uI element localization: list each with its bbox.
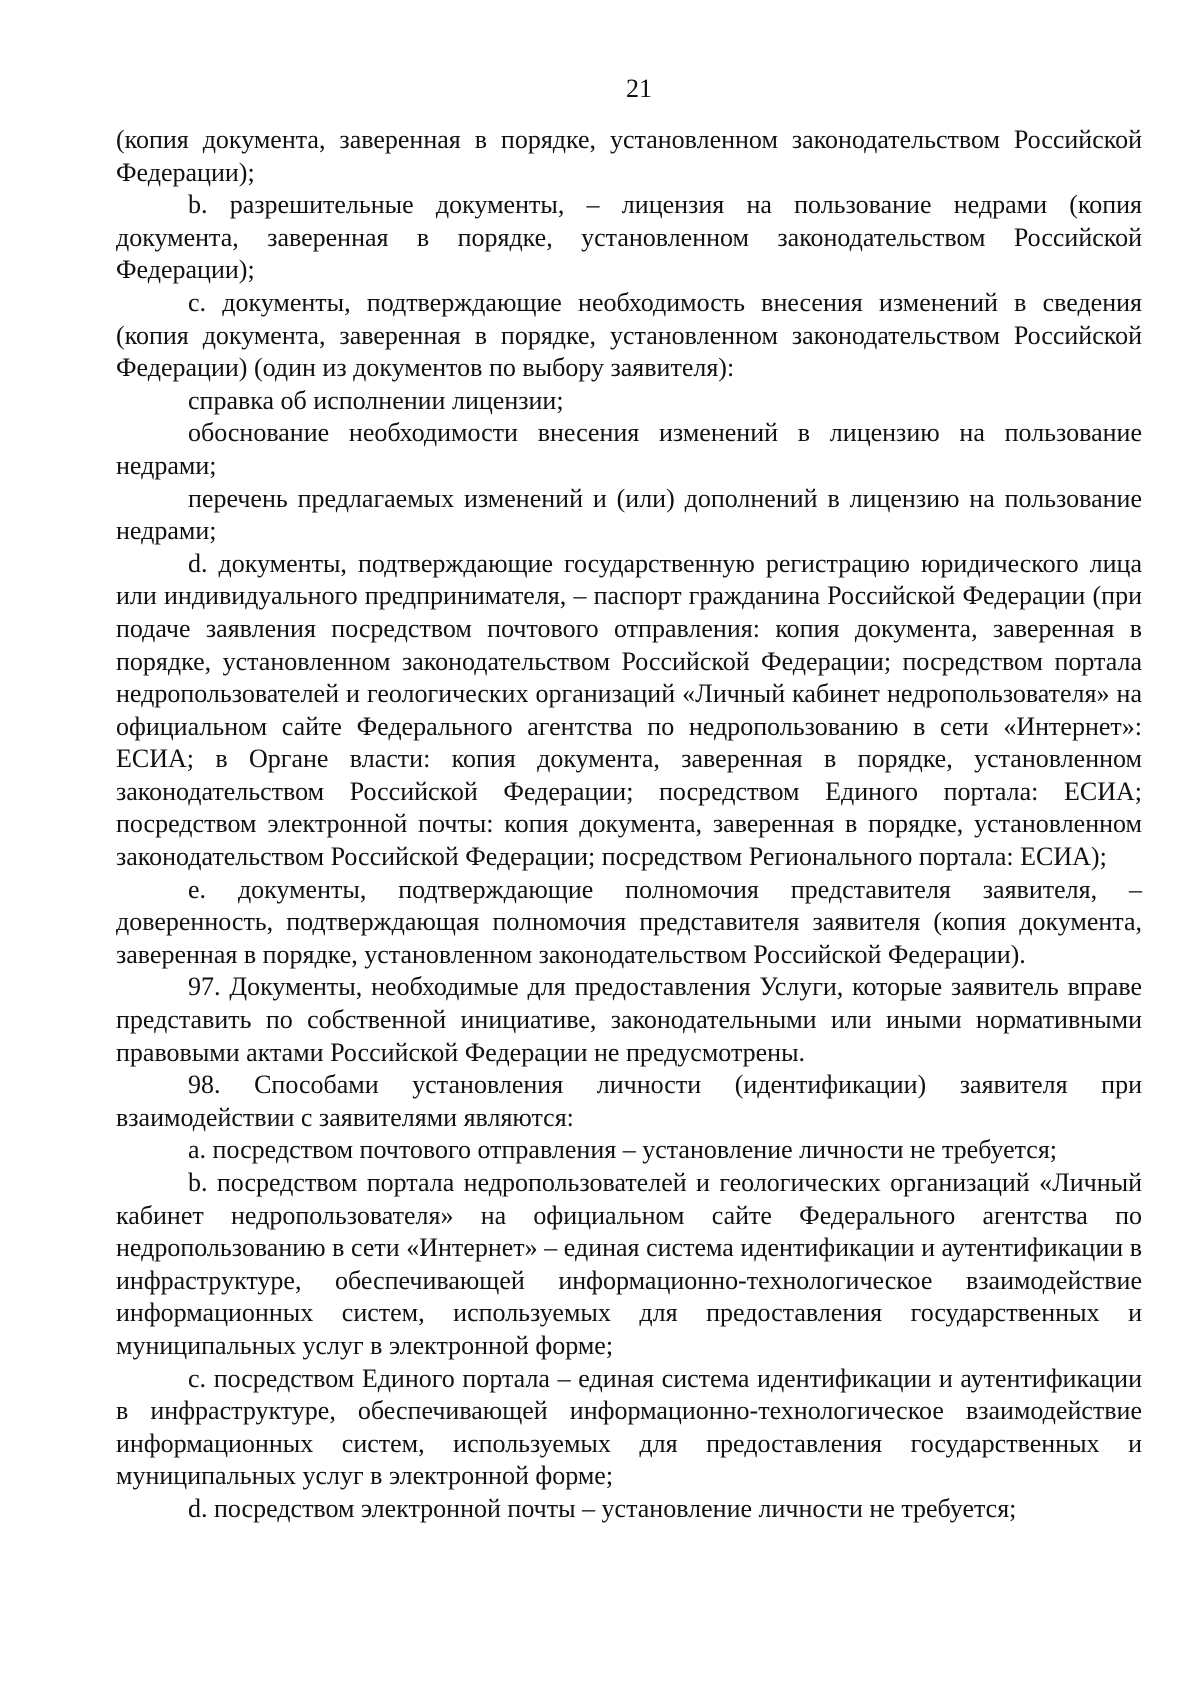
paragraph-98-b-portal: b. посредством портала недропользователей и геологических организаций «Личный кабинет недропользователя» на официальном сайте Федерального агентства по недропользованию в сети «Интернет» – единая система идентификации и аутентификации в инфраструктуре, обеспечивающей информационно-технологическое взаимодействие информационных систем, используемых для предоставления государственных и муниципальных услуг в электронной форме;: [116, 1168, 1142, 1360]
paragraph-item-b-permits: b. разрешительные документы, – лицензия на пользование недрами (копия документа, заверенная в порядке, установленном законодательством Российской Федерации);: [116, 190, 1142, 285]
paragraph-item-d-registration: d. документы, подтверждающие государственную регистрацию юридического лица или индивидуального предпринимателя, – паспорт гражданина Российской Федерации (при подаче заявления посредством почтового отправления: копия документа, заверенная в порядке, установленном законодательством Российской Федерации; посредством портала недропользователей и геологических организаций «Личный кабинет недропользователя» на официальном сайте Федерального агентства по недропользованию в сети «Интернет»: ЕСИА; в Органе власти: копия документа, заверенная в порядке, установленном законодательством Российской Федерации; посредством Единого портала: ЕСИА; посредством электронной почты: копия документа, заверенная в порядке, установленном законодательством Российской Федерации; посредством Регионального портала: ЕСИА);: [116, 548, 1142, 872]
document-body: [116, 124, 1142, 1526]
paragraph-license-report: справка об исполнении лицензии;: [188, 385, 564, 415]
paragraph-98-c-unified-portal: c. посредством Единого портала – единая система идентификации и аутентификации в инфраструктуре, обеспечивающей информационно-технологическое взаимодействие информационных систем, используемых для предоставления государственных и муниципальных услуг в электронной форме;: [116, 1363, 1142, 1491]
paragraph-98-a-post: a. посредством почтового отправления – установление личности не требуется;: [188, 1135, 1058, 1165]
paragraph-97: 97. Документы, необходимые для предоставления Услуги, которые заявитель вправе представить по собственной инициативе, законодательными или иными нормативными правовыми актами Российской Федерации не предусмотрены.: [116, 972, 1142, 1067]
paragraph-item-c-change-docs: c. документы, подтверждающие необходимость внесения изменений в сведения (копия документа, заверенная в порядке, установленном законодательством Российской Федерации) (один из документов по выбору заявителя):: [116, 287, 1142, 383]
page-number: 21: [626, 74, 652, 103]
paragraph-change-justification: обоснование необходимости внесения изменений в лицензию на пользование недрами;: [116, 418, 1142, 480]
paragraph-98-d-email: d. посредством электронной почты – установление личности не требуется;: [188, 1493, 1017, 1523]
paragraph-98: 98. Способами установления личности (идентификации) заявителя при взаимодействии с заявителями являются:: [116, 1070, 1142, 1132]
paragraph-continuation: (копия документа, заверенная в порядке, установленном законодательством Российской Федерации);: [116, 125, 1142, 187]
paragraph-changes-list: перечень предлагаемых изменений и (или) дополнений в лицензию на пользование недрами;: [116, 483, 1142, 546]
paragraph-item-e-authority: e. документы, подтверждающие полномочия представителя заявителя, – доверенность, подтверждающая полномочия представителя заявителя (копия документа, заверенная в порядке, установленном законодательством Российской Федерации).: [116, 874, 1142, 969]
